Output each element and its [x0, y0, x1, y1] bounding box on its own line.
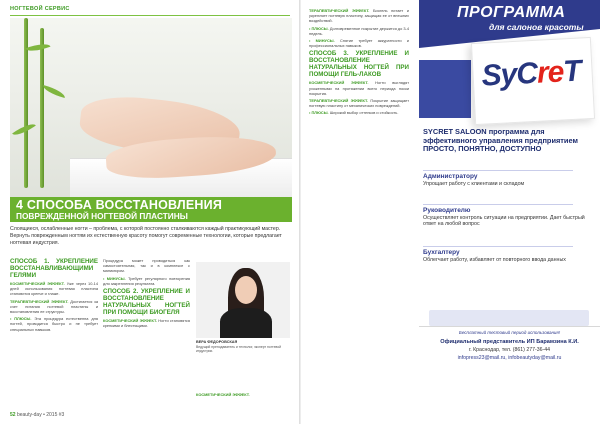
- column-heading: СПОСОБ 3. УКРЕПЛЕНИЕ И ВОССТАНОВЛЕНИЕ НАТУРАЛЬНЫХ НОГТЕЙ ПРИ ПОМОЩИ ГЕЛЬ-ЛАКОВ: [309, 50, 409, 79]
- lead-paragraph: Слоящиеся, ослабленные ногти – проблема, с которой постоянно сталкиваются каждый практикующий мастер. Вернуть поврежденным ногтям их естественную красоту помогут современные технологии, которые предлагает ногтевая индустрия.: [10, 226, 282, 246]
- ad-email: infopress23@mail.ru, infobeautyday@mail.ru: [457, 355, 562, 361]
- paragraph-label: • ПЛЮСЫ.: [10, 316, 32, 322]
- portrait-caption: [196, 340, 290, 390]
- ad-side-block: [419, 60, 471, 118]
- folio-text: beauty-day • 2015 #3: [16, 412, 65, 418]
- paragraph-text: Достигается за счет питания ногтевой пластины и восстановления ее структуры.: [10, 298, 98, 315]
- page-folio: [10, 412, 64, 418]
- article-title: 4 СПОСОБА ВОССТАНОВЛЕНИЯ: [16, 198, 223, 212]
- left-page: [0, 0, 299, 424]
- feature-desc: Осуществляет контроль ситуации на предприятии. Дает быстрый ответ на любой вопрос: [423, 215, 585, 228]
- paragraph-label: • МИНУСЫ.: [103, 275, 126, 281]
- feature-desc: Упрощает работу с клиентами и складом: [423, 181, 525, 187]
- ad-feature-manager: [423, 204, 593, 228]
- caption-name: ВЕРА ФЕДОРОВСКАЯ: [196, 340, 238, 344]
- title-banner: [10, 197, 292, 222]
- page-number: 52: [10, 412, 16, 418]
- ad-feature-accountant: [423, 246, 593, 263]
- feature-title: Администратору: [423, 173, 478, 180]
- column-1: [10, 258, 98, 408]
- hero-photo: [10, 18, 292, 198]
- caption-text: Ведущий преподаватель и технолог, эксперт ногтевой индустрии.: [196, 344, 281, 354]
- section-tag: НОГТЕВОЙ СЕРВИС: [10, 6, 290, 16]
- bamboo-stalk: [24, 18, 28, 188]
- paragraph-label: • ПЛЮСЫ.: [309, 25, 329, 31]
- right-page: [301, 0, 600, 424]
- paragraph: [10, 299, 98, 315]
- ad-promo: Бесплатный тестовый период использования!: [458, 330, 561, 335]
- feature-desc: Облегчает работу, избавляет от повторного ввода данных: [423, 257, 566, 263]
- divider: [423, 204, 573, 205]
- paragraph-label: ТЕРАПЕВТИЧЕСКИЙ ЭФФЕКТ.: [10, 298, 69, 304]
- column-heading: СПОСОБ 2. УКРЕПЛЕНИЕ И ВОССТАНОВЛЕНИЕ НАТУРАЛЬНЫХ НОГТЕЙ ПРИ ПОМОЩИ БИОГЕЛЯ: [103, 288, 190, 317]
- paragraph: [103, 276, 190, 286]
- logo-part: SyC: [480, 56, 538, 93]
- paragraph-label: ТЕРАПЕВТИЧЕСКИЙ ЭФФЕКТ.: [309, 8, 370, 13]
- logo-part: T: [562, 54, 582, 89]
- paragraph-text: Ногти выглядят ухоженными на протяжении всего периода носки покрытия.: [309, 80, 409, 96]
- feature-title: Бухгалтеру: [423, 249, 460, 256]
- article-subtitle: ПОВРЕЖДЕННОЙ НОГТЕВОЙ ПЛАСТИНЫ: [16, 211, 188, 221]
- ad-title: ПРОГРАММА: [457, 4, 566, 21]
- ad-footer: [419, 326, 600, 388]
- column-2: [103, 258, 190, 408]
- sycret-advertisement: [419, 0, 600, 390]
- paragraph: [10, 281, 98, 297]
- column-3: [196, 392, 290, 410]
- paragraph: [103, 318, 190, 328]
- paragraph-label: ТЕРАПЕВТИЧЕСКИЙ ЭФФЕКТ.: [309, 98, 369, 104]
- paragraph: [309, 8, 409, 24]
- paragraph-label: • МИНУСЫ.: [309, 38, 335, 44]
- paragraph: [10, 316, 98, 332]
- portrait-face: [235, 276, 257, 304]
- portrait-shirt: [220, 308, 272, 338]
- paragraph: [309, 98, 409, 108]
- ad-phone: г. Краснодар, тел. (861) 277-36-44: [469, 347, 550, 353]
- column-heading: СПОСОБ 1. УКРЕПЛЕНИЕ ВОССТАНАВЛИВАЮЩИМИ ГЕЛЯМИ: [10, 258, 98, 279]
- ad-representative: Официальный представитель ИП Барамзина К.И.: [440, 339, 579, 345]
- paragraph-text: Покрытие защищает ногтевую пластину от механических повреждений.: [309, 98, 409, 109]
- paragraph-label: КОСМЕТИЧЕСКИЙ ЭФФЕКТ.: [309, 80, 369, 86]
- right-column-1: [309, 8, 409, 408]
- paragraph-text: Широкий выбор оттенков и стойкость.: [329, 110, 399, 116]
- paragraph-label: КОСМЕТИЧЕСКИЙ ЭФФЕКТ.: [103, 318, 157, 324]
- paragraph-label: • ПЛЮСЫ.: [309, 110, 329, 116]
- divider: [423, 246, 573, 247]
- paragraph-label: КОСМЕТИЧЕСКИЙ ЭФФЕКТ.: [10, 281, 65, 286]
- paragraph-label: КОСМЕТИЧЕСКИЙ ЭФФЕКТ.: [196, 392, 250, 397]
- author-portrait: [196, 262, 290, 338]
- paragraph-text: Снятие требует аккуратности и профессиональных навыков.: [309, 38, 409, 49]
- paragraph: [309, 38, 409, 48]
- ad-subtitle: для салонов красоты: [489, 22, 584, 32]
- paragraph: Процедура может проводиться как самостоятельная, так и в комплексе с маникюром.: [103, 258, 190, 274]
- ad-headline: SYCRET SALOON программа для эффективного управления предприятием ПРОСТО, ПОНЯТНО, ДОСТУПНО: [423, 127, 578, 154]
- logo-part-red: re: [536, 55, 565, 90]
- paragraph-text: Ногти становятся крепкими и блестящими.: [103, 318, 190, 329]
- paragraph: [309, 80, 409, 96]
- bamboo-stalk: [40, 28, 44, 188]
- sycret-logo: [481, 55, 582, 94]
- paragraph: [309, 110, 409, 115]
- paragraph: [309, 26, 409, 36]
- sycret-logo-card: [471, 37, 595, 125]
- paragraph-text: Эта процедура естественна для ногтей, проводится быстро и не требует специальных навыков.: [10, 316, 98, 332]
- bamboo-leaf: [42, 85, 67, 98]
- paragraph-text: Долговременное покрытие держится до 3-4 недель.: [309, 25, 409, 36]
- bamboo-leaf: [26, 40, 51, 55]
- laptop-image: [429, 310, 589, 326]
- paragraph-text: Требует регулярного повторения для закрепления результата.: [103, 275, 190, 286]
- divider: [423, 170, 573, 171]
- paragraph-text: Биогель питает и укрепляет ногтевую пластину, защищая ее от внешних воздействий.: [309, 8, 409, 24]
- feature-title: Руководителю: [423, 207, 471, 214]
- ad-feature-admin: [423, 170, 593, 187]
- paragraph-text: Уже через 10-14 дней использования ногтевая пластина становится крепче и глаже.: [10, 281, 98, 297]
